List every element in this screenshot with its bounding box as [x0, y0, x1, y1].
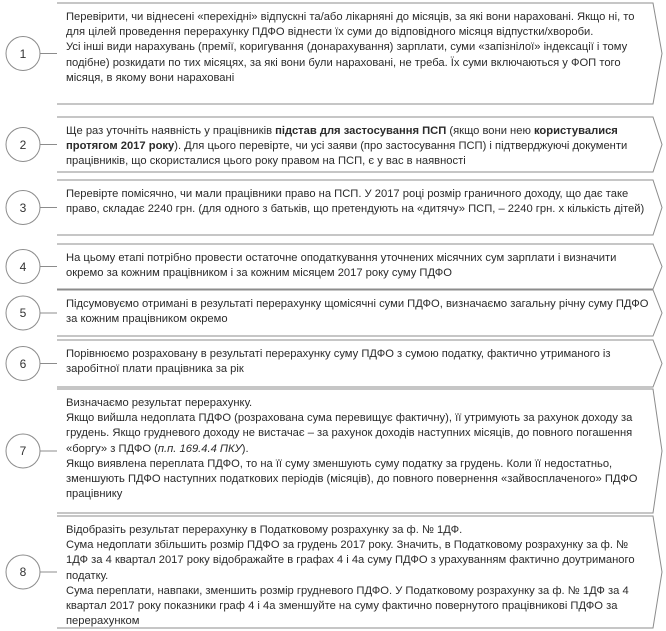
- text-segment: Сума переплати, навпаки, зменшить розмір грудневого ПДФО. У Податковому розрахунку за ф. № 1ДФ за 4 квартал 2017 року показники граф 4 і 4а зменшуйте на суму фактично повернутого працівникові ПДФО за перерахунком: [66, 584, 629, 628]
- step-number: 6: [19, 356, 27, 371]
- step-number: 4: [19, 259, 27, 274]
- step-number: 7: [19, 444, 27, 458]
- text-segment: Порівнюємо розраховану в результаті перерахунку суму ПДФО з сумою податку, фактично утриманого із заробітної плати працівника за рік: [66, 348, 611, 376]
- text-segment: ). Для цього перевірте, чи усі заяви (про застосування ПСП) і підтверджуючі документи працівників, що скористалися цього року правом на ПСП, є у вас в наявності: [66, 140, 628, 168]
- step-text: [66, 396, 650, 502]
- step-paragraph: [66, 251, 650, 281]
- step-paragraph: [66, 187, 650, 217]
- text-segment: Визначаємо результат перерахунку.: [66, 397, 253, 409]
- step-paragraph: [66, 10, 650, 40]
- step-text: [66, 10, 650, 86]
- text-segment: Перевірити, чи віднесені «перехідні» відпускні та/або лікарняні до місяців, за які вони нараховані. Якщо ні, то для цілей проведення перерахунку ПДФО віднести їх суми до відповідного місяця відпустки/хвороби.: [66, 11, 635, 39]
- step-paragraph: [66, 347, 650, 377]
- step-paragraph: [66, 584, 650, 630]
- step-paragraph: [66, 411, 650, 457]
- step-number: 3: [19, 200, 27, 215]
- text-segment: Перевірте помісячно, чи мали працівники право на ПСП. У 2017 році розмір граничного доходу, що дає таке право, складає 2240 грн. (для одного з батьків, що претендують на «дитячу» ПСП, – 2240 грн. х кількість дітей): [66, 188, 645, 216]
- step-text: [66, 297, 650, 327]
- step-text: [66, 523, 650, 629]
- text-segment: Ще раз уточніть наявність у працівників: [66, 125, 276, 137]
- bold-text: користувалися протягом 2017 року: [66, 125, 618, 153]
- step-text: [66, 251, 650, 281]
- text-segment: На цьому етапі потрібно провести остаточне оподаткування уточнених місячних сум зарплати і визначити окремо за кожним працівником і за кожним місяцем 2017 року суму ПДФО: [66, 252, 617, 280]
- step-paragraph: [66, 538, 650, 584]
- step-text: [66, 187, 650, 217]
- step-number: 8: [19, 565, 27, 579]
- text-segment: Усі інші види нарахувань (премії, коригування (донарахування) зарплати, суми «запізнілої» індексації і тому подібне) розкидати по тих місяцях, за які вони були нараховані, не треба. Їх суми включаються у ФОП того місяця, в якому вони нараховані: [66, 41, 628, 84]
- step-text: [66, 347, 650, 377]
- text-segment: Якщо виявлена переплата ПДФО, то на її суму зменшують суму податку за грудень. Коли її недостатньо, зменшують ПДФО наступних податкових періодів (місяців), до повного повернення «зайвосплаченого» ПДФО працівнику: [66, 457, 638, 501]
- bold-text: підстав для застосування ПСП: [275, 125, 447, 137]
- step-paragraph: [66, 40, 650, 86]
- text-segment: Якщо вийшла недоплата ПДФО (розрахована сума перевищує фактичну), її утримують за рахунок доходу за грудень. Якщо грудневого доходу не вистачає – за рахунок доходів наступних місяців, до повного погашення «боргу» з ПДФО (: [66, 412, 633, 455]
- step-paragraph: [66, 457, 650, 503]
- step-paragraph: [66, 396, 650, 411]
- step-paragraph: [66, 124, 650, 170]
- text-segment: Відобразіть результат перерахунку в Податковому розрахунку за ф. № 1ДФ.: [66, 524, 463, 536]
- step-number: 2: [19, 137, 27, 152]
- text-segment: (якщо вони нею: [446, 125, 534, 137]
- text-segment: Сума недоплати збільшить розмір ПДФО за грудень 2017 року. Значить, в Податковому розрахунку за ф. № 1ДФ за 4 квартал 2017 року відображайте в графах 4 і 4а суму ПДФО з урахуванням фактично доутриманого податку.: [66, 539, 635, 582]
- step-text: [66, 124, 650, 170]
- text-segment: ).: [241, 442, 249, 455]
- step-number: 1: [19, 46, 27, 61]
- step-paragraph: [66, 523, 650, 538]
- step-number: 5: [19, 306, 27, 320]
- text-segment: Підсумовуємо отримані в результаті перерахунку щомісячні суми ПДФО, визначаємо загальну річну суму ПДФО за кожним працівником окремо: [66, 298, 649, 326]
- italic-text: п.п. 169.4.4 ПКУ: [157, 442, 242, 455]
- step-paragraph: [66, 297, 650, 327]
